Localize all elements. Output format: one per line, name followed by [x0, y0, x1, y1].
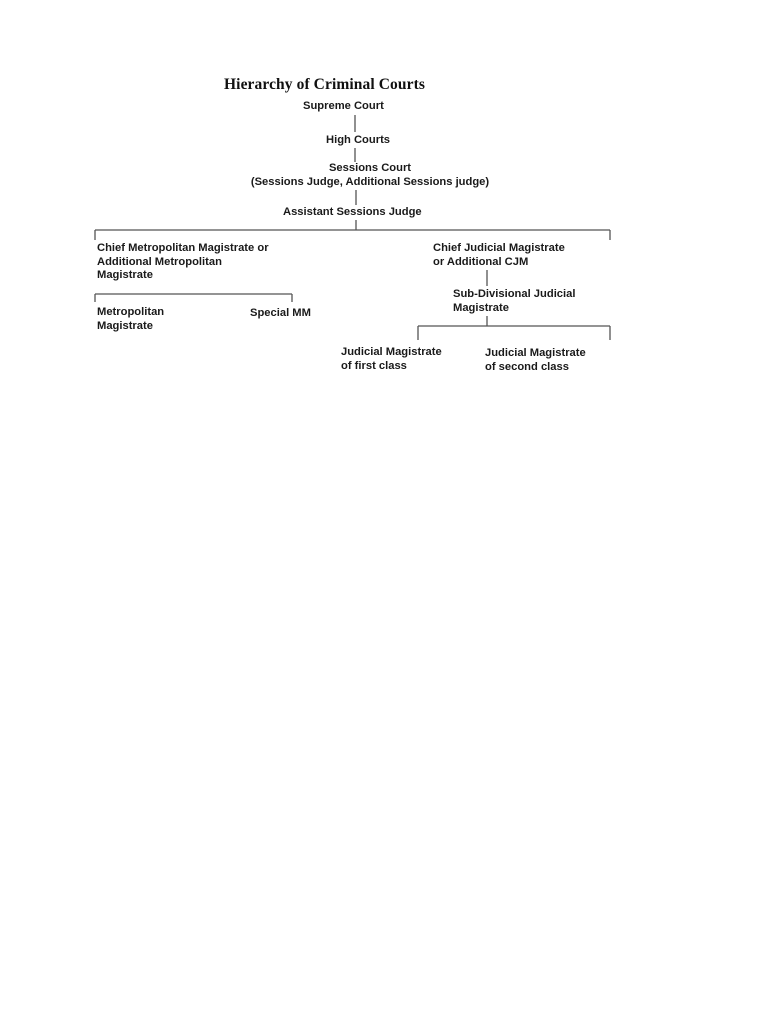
node-sdjm-line1: Sub-Divisional Judicial: [453, 288, 576, 300]
node-sessions-court-line1: Sessions Court: [328, 162, 412, 174]
node-sessions-court-line2: (Sessions Judge, Additional Sessions judge): [250, 175, 490, 188]
node-high-courts: High Courts: [326, 134, 391, 146]
node-assistant-sessions-judge: Assistant Sessions Judge: [283, 206, 422, 218]
node-sdjm-line2: Magistrate: [453, 301, 509, 314]
diagram-title: Hierarchy of Criminal Courts: [224, 76, 425, 93]
node-mm-line1: Metropolitan: [97, 306, 165, 318]
node-mm-line2: Magistrate: [97, 319, 153, 332]
node-jm1-line2: of first class: [341, 359, 407, 372]
node-cmm-line1: Chief Metropolitan Magistrate or: [97, 242, 269, 254]
node-cmm-line3: Magistrate: [97, 269, 153, 281]
node-judicial-magistrate-second-class: [485, 347, 586, 374]
node-metropolitan-magistrate: [97, 306, 164, 333]
node-supreme-court: Supreme Court: [303, 100, 384, 112]
node-chief-metropolitan-magistrate: [97, 242, 269, 283]
node-jm2-line2: of second class: [485, 360, 569, 373]
node-cjm-line1: Chief Judicial Magistrate: [433, 242, 565, 254]
node-jm2-line1: Judicial Magistrate: [485, 347, 586, 359]
node-cjm-line2: or Additional CJM: [433, 255, 529, 268]
node-jm1-line1: Judicial Magistrate: [341, 346, 442, 358]
node-sub-divisional-judicial-magistrate: [453, 288, 575, 315]
node-chief-judicial-magistrate: [433, 242, 565, 269]
node-cmm-line2: Additional Metropolitan: [97, 255, 222, 268]
node-special-mm: Special MM: [250, 307, 311, 319]
node-judicial-magistrate-first-class: [341, 346, 442, 373]
node-sessions-court: [236, 162, 504, 189]
